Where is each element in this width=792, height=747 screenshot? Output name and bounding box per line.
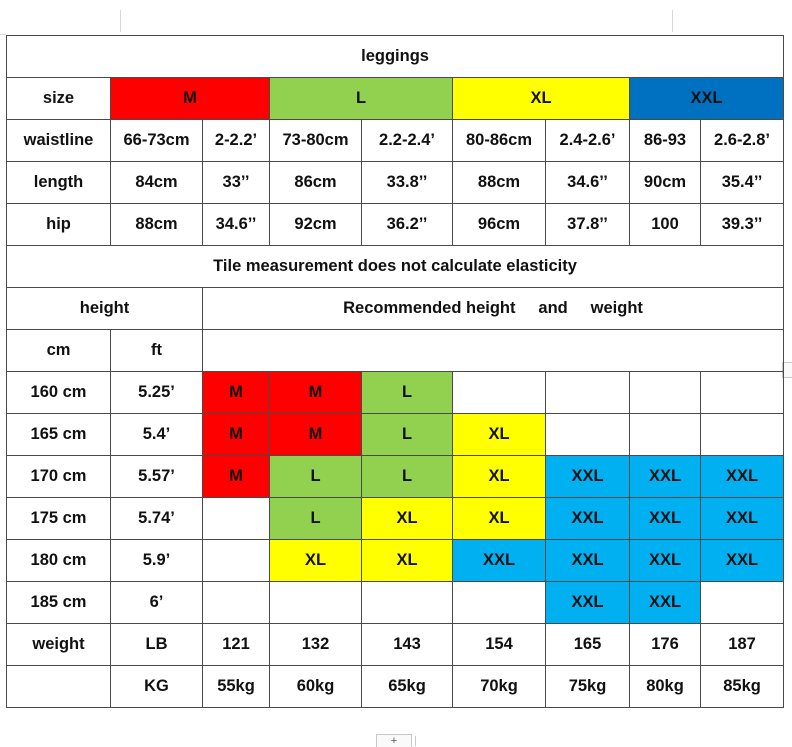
recommend-size-cell: XXL <box>630 540 701 582</box>
measurement-inch-cell: 33.8’’ <box>362 162 453 204</box>
weight-kg-cell: 80kg <box>630 666 701 708</box>
left-page-edge <box>120 10 121 32</box>
recommend-size-cell: M <box>203 372 270 414</box>
measurement-cm-cell: 84cm <box>111 162 203 204</box>
recommend-size-cell: L <box>362 372 453 414</box>
recommend-size-cell: XXL <box>701 498 784 540</box>
measurement-inch-cell: 34.6’’ <box>546 162 630 204</box>
lb-unit-label: LB <box>111 624 203 666</box>
unit-row-blank <box>203 330 784 372</box>
cm-unit-label: cm <box>7 330 111 372</box>
recommend-size-cell <box>453 582 546 624</box>
weight-lb-cell: 165 <box>546 624 630 666</box>
height-cm-cell: 175 cm <box>7 498 111 540</box>
recommend-size-cell: XXL <box>546 456 630 498</box>
recommend-size-cell: XL <box>270 540 362 582</box>
recommend-size-cell <box>546 414 630 456</box>
recommend-row <box>7 540 784 582</box>
weight-lb-cell: 132 <box>270 624 362 666</box>
measurement-inch-cell: 37.8’’ <box>546 204 630 246</box>
recommend-row <box>7 372 784 414</box>
kg-unit-label: KG <box>111 666 203 708</box>
recommend-size-cell <box>270 582 362 624</box>
height-cm-cell: 185 cm <box>7 582 111 624</box>
recommend-size-cell: XL <box>362 498 453 540</box>
measurement-inch-cell: 2-2.2’ <box>203 120 270 162</box>
weight-kg-row <box>7 666 784 708</box>
measurement-cm-cell: 88cm <box>111 204 203 246</box>
height-ft-cell: 5.74’ <box>111 498 203 540</box>
chart-title: leggings <box>7 36 784 78</box>
add-row-button[interactable]: + <box>376 734 412 747</box>
recommend-size-cell: XXL <box>546 498 630 540</box>
recommend-size-cell: XL <box>453 414 546 456</box>
height-cm-cell: 170 cm <box>7 456 111 498</box>
title-row <box>7 36 784 78</box>
recommend-size-cell: L <box>270 456 362 498</box>
measurement-inch-cell: 35.4’’ <box>701 162 784 204</box>
recommend-size-cell <box>630 372 701 414</box>
weight-kg-blank <box>7 666 111 708</box>
right-page-edge <box>672 10 673 32</box>
size-xl-header: XL <box>453 78 630 120</box>
size-label: size <box>7 78 111 120</box>
measurement-cm-cell: 90cm <box>630 162 701 204</box>
measurement-inch-cell: 2.4-2.6’ <box>546 120 630 162</box>
height-ft-cell: 5.4’ <box>111 414 203 456</box>
measurement-inch-cell: 36.2’’ <box>362 204 453 246</box>
recommend-size-cell: XXL <box>630 498 701 540</box>
recommend-size-cell <box>701 582 784 624</box>
recommend-size-cell <box>701 372 784 414</box>
measurement-row <box>7 204 784 246</box>
recommend-size-cell: XXL <box>701 456 784 498</box>
recommend-size-cell: XL <box>362 540 453 582</box>
size-row <box>7 78 784 120</box>
recommend-size-cell: XL <box>453 456 546 498</box>
size-chart-table <box>6 35 784 708</box>
bottom-tick <box>415 736 416 746</box>
measurement-cm-cell: 100 <box>630 204 701 246</box>
height-header: height <box>7 288 203 330</box>
measurement-cm-cell: 86cm <box>270 162 362 204</box>
recommend-row <box>7 498 784 540</box>
weight-kg-cell: 55kg <box>203 666 270 708</box>
recommend-size-cell <box>203 582 270 624</box>
recommend-size-cell: XXL <box>630 582 701 624</box>
recommend-size-cell <box>362 582 453 624</box>
height-cm-cell: 180 cm <box>7 540 111 582</box>
recommend-rows <box>7 372 784 624</box>
ft-unit-label: ft <box>111 330 203 372</box>
recommend-size-cell <box>546 372 630 414</box>
weight-lb-cell: 154 <box>453 624 546 666</box>
recommend-size-cell: L <box>270 498 362 540</box>
weight-kg-cell: 65kg <box>362 666 453 708</box>
measurement-cm-cell: 86-93 <box>630 120 701 162</box>
height-ft-cell: 6’ <box>111 582 203 624</box>
measurement-inch-cell: 34.6’’ <box>203 204 270 246</box>
recommend-size-cell: M <box>270 414 362 456</box>
weight-kg-cell: 70kg <box>453 666 546 708</box>
recommend-size-cell: XXL <box>546 582 630 624</box>
measurement-inch-cell: 2.2-2.4’ <box>362 120 453 162</box>
recommend-row <box>7 456 784 498</box>
recommend-size-cell: M <box>203 414 270 456</box>
weight-kg-cell: 75kg <box>546 666 630 708</box>
measurement-cm-cell: 66-73cm <box>111 120 203 162</box>
note-row <box>7 246 784 288</box>
height-ft-cell: 5.25’ <box>111 372 203 414</box>
weight-label: weight <box>7 624 111 666</box>
recommend-size-cell <box>701 414 784 456</box>
measurement-inch-cell: 2.6-2.8’ <box>701 120 784 162</box>
recommend-size-cell: XXL <box>453 540 546 582</box>
weight-lb-cell: 176 <box>630 624 701 666</box>
measurement-inch-cell: 39.3’’ <box>701 204 784 246</box>
recommend-size-cell: XXL <box>701 540 784 582</box>
recommend-size-cell <box>203 540 270 582</box>
measurement-label: waistline <box>7 120 111 162</box>
measurement-cm-cell: 80-86cm <box>453 120 546 162</box>
weight-lb-cell: 143 <box>362 624 453 666</box>
recommend-row <box>7 582 784 624</box>
measurement-row <box>7 120 784 162</box>
recommend-size-cell <box>630 414 701 456</box>
recommend-size-cell: M <box>203 456 270 498</box>
recommend-size-cell: XL <box>453 498 546 540</box>
weight-lb-cell: 121 <box>203 624 270 666</box>
elasticity-note: Tile measurement does not calculate elasticity <box>7 246 784 288</box>
recommend-size-cell: XXL <box>630 456 701 498</box>
measurement-row <box>7 162 784 204</box>
measurement-rows <box>7 120 784 246</box>
recommend-size-cell: M <box>270 372 362 414</box>
measurement-cm-cell: 96cm <box>453 204 546 246</box>
size-xxl-header: XXL <box>630 78 784 120</box>
recommend-size-cell: L <box>362 456 453 498</box>
weight-kg-cell: 60kg <box>270 666 362 708</box>
measurement-label: length <box>7 162 111 204</box>
recommend-row <box>7 414 784 456</box>
measurement-cm-cell: 73-80cm <box>270 120 362 162</box>
recommend-header: Recommended height and weight <box>203 288 784 330</box>
height-ft-cell: 5.9’ <box>111 540 203 582</box>
recommend-size-cell: XXL <box>546 540 630 582</box>
weight-lb-cell: 187 <box>701 624 784 666</box>
height-cm-cell: 165 cm <box>7 414 111 456</box>
recommend-header-row <box>7 288 784 330</box>
size-m-header: M <box>111 78 270 120</box>
weight-lb-row <box>7 624 784 666</box>
measurement-label: hip <box>7 204 111 246</box>
height-cm-cell: 160 cm <box>7 372 111 414</box>
size-l-header: L <box>270 78 453 120</box>
measurement-cm-cell: 88cm <box>453 162 546 204</box>
recommend-size-cell <box>453 372 546 414</box>
measurement-cm-cell: 92cm <box>270 204 362 246</box>
recommend-size-cell <box>203 498 270 540</box>
measurement-inch-cell: 33’’ <box>203 162 270 204</box>
recommend-size-cell: L <box>362 414 453 456</box>
height-ft-cell: 5.57’ <box>111 456 203 498</box>
unit-row <box>7 330 784 372</box>
weight-kg-cell: 85kg <box>701 666 784 708</box>
